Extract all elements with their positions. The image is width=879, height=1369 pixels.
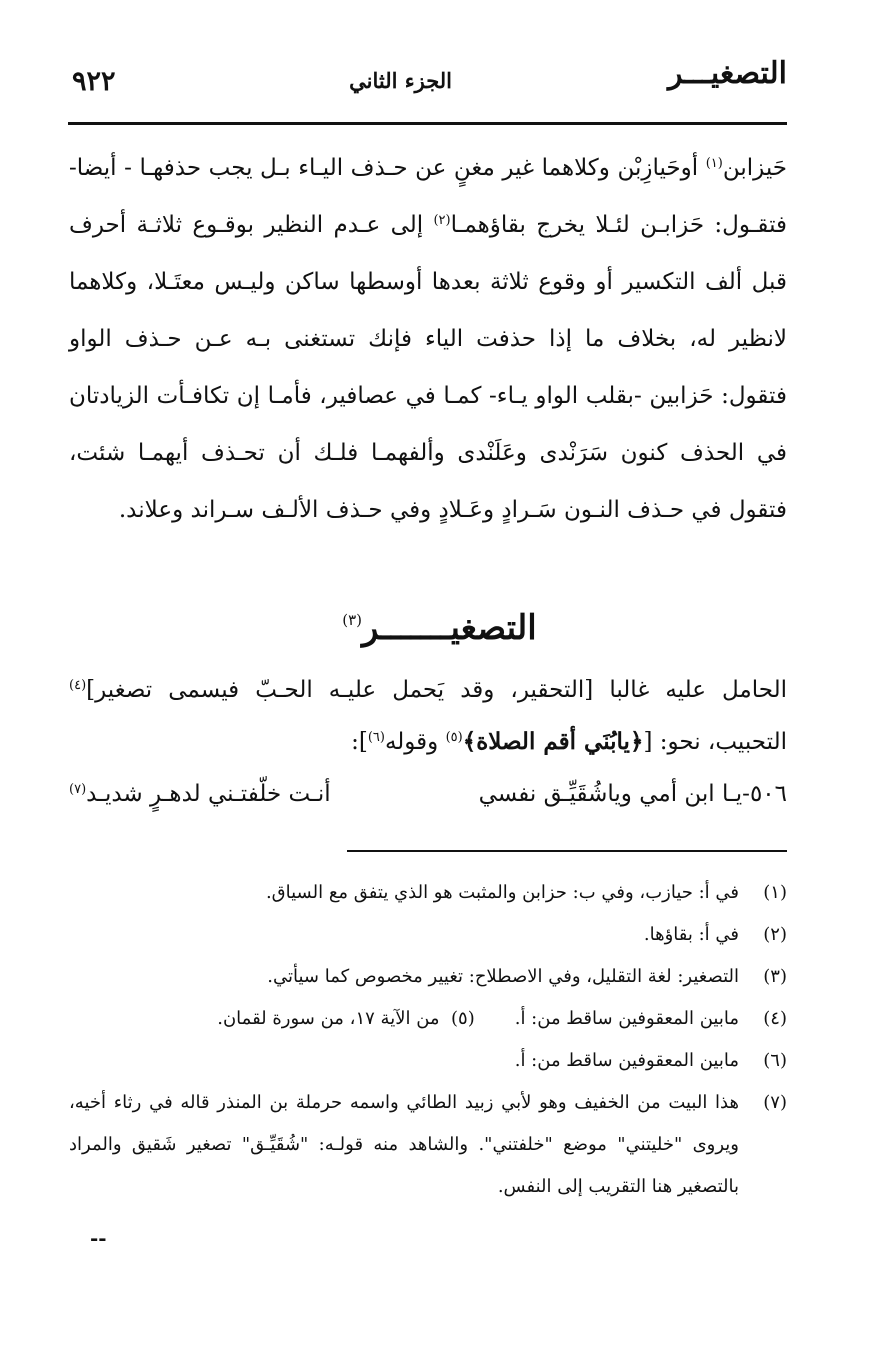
footnote-item (69, 914, 787, 956)
text-run: أوحَيازِبْن وكلاهما غير مغنٍ عن حـذف اليـاء بـل يجب حذفهـا - أيضا- فتقـول: حَزابـن لئـلا يخرج بقاؤهمـا (69, 155, 788, 238)
footnotes (69, 872, 787, 1208)
footnote-number: (٢) (763, 924, 787, 945)
footnote-item (69, 998, 787, 1040)
footnote-number: (٣) (763, 966, 787, 987)
header-rule (68, 122, 787, 125)
verse-second-hemistich: أنـت خلّفتـني لدهـرٍ شديـد (86, 781, 331, 807)
text-run: إلى عـدم النظير بوقـوع ثلاثـة أحرف قبل ألف التكسير أو وقوع ثلاثة بعدها أوسطها ساكن وليـس معتَـلا، وكلاهما لانظير له، بخلاف ما إذا حذفت الياء فإنك تستغنى بـه عـن حـذف الواو فتقول: حَزابين -بقلب الواو يـاء- كمـا في عصافير، فأمـا إن تكافـأت الزيادتان في الحذف كنون سَرَنْدى وعَلَنْدى وألفهمـا فلـك أن تحـذف أيهمـا شئت، فتقول في حـذف النـون سَـرادٍ وعَـلادٍ وفي حـذف الألـف سـراند وعلاند. (69, 212, 787, 523)
footnote-item (69, 1082, 787, 1208)
page-number: ٩٢٢ (72, 66, 116, 97)
footnote-text: التصغير: لغة التقليل، وفي الاصطلاح: تغيير مخصوص كما سيأتي. (267, 966, 739, 987)
verse-second-hemistich-wrap (69, 768, 331, 820)
footnote-number: (٤) (763, 1008, 787, 1029)
footnote-text: في أ: حيازب، وفي ب: حزابن والمثبت هو الذي يتفق مع السياق. (265, 882, 739, 903)
quran-quote: ﴿يابُنَي أقم الصلاة﴾ (462, 728, 644, 755)
footnote-ref-5: (٥) (445, 730, 463, 745)
text-run: وقوله (384, 729, 446, 755)
footnote-text: من الآية ١٧، من سورة لقمان. (217, 1008, 440, 1029)
footnote-item (69, 1040, 787, 1082)
footnote-ref-4: (٤) (69, 678, 87, 693)
text-run: الحامل عليه غالبا [التحقير، وقد يَحمل عليـه الحـبّ فيسمى تصغير] (86, 677, 787, 703)
body-paragraph (69, 140, 787, 539)
footnote-text: مابين المعقوفين ساقط من: أ. (514, 1050, 739, 1071)
footnote-ref-2: (٢) (433, 213, 451, 228)
section-title: التصغيـــــــر (362, 608, 537, 648)
footnote-ref-3: (٣) (342, 611, 363, 629)
footnote-number: (٦) (763, 1050, 787, 1071)
text-run: حَيزابن (722, 155, 787, 181)
footnote-text: في أ: بقاؤها. (643, 924, 739, 945)
section-heading (0, 598, 879, 658)
footnote-ref-1: (١) (705, 156, 723, 171)
footnote-number: (٥) (451, 1008, 475, 1029)
verse-first-hemistich: ٥٠٦-يـا ابن أمي وياشُقَيِّـق نفسي (478, 781, 787, 807)
footnote-item (69, 956, 787, 998)
footnote-number: (١) (763, 882, 787, 903)
running-title: التصغيـــر (668, 56, 787, 91)
section-text (69, 664, 787, 820)
page-header (70, 56, 787, 116)
footnote-text-pair (69, 998, 739, 1040)
footnote-item (69, 872, 787, 914)
end-mark: -- (90, 1226, 107, 1250)
volume-label: الجزء الثاني (349, 68, 452, 93)
text-run: ]: (351, 729, 368, 755)
footnote-text: هذا البيت من الخفيف وهو لأبي زبيد الطائي واسمه حرملة بن المنذر قاله في رثاء أخيه، ويروى "خليتني" موضع "خلفتني". والشاهد منه قولـه: "شُقَيِّـق" تصغير شَقيق والمراد بالتصغير هنا التقريب إلى النفس. (69, 1092, 739, 1197)
footnote-number: (٧) (763, 1092, 787, 1113)
section-paragraph (69, 664, 787, 768)
text-run: التحبيب، نحو: [ (643, 729, 787, 755)
footnote-ref-6: (٦) (367, 730, 385, 745)
footnote-text: مابين المعقوفين ساقط من: أ. (514, 1008, 739, 1029)
main-text (69, 140, 787, 539)
footnote-separator (347, 850, 787, 852)
footnote-ref-7: (٧) (69, 782, 87, 797)
poetry-verse (69, 768, 787, 820)
